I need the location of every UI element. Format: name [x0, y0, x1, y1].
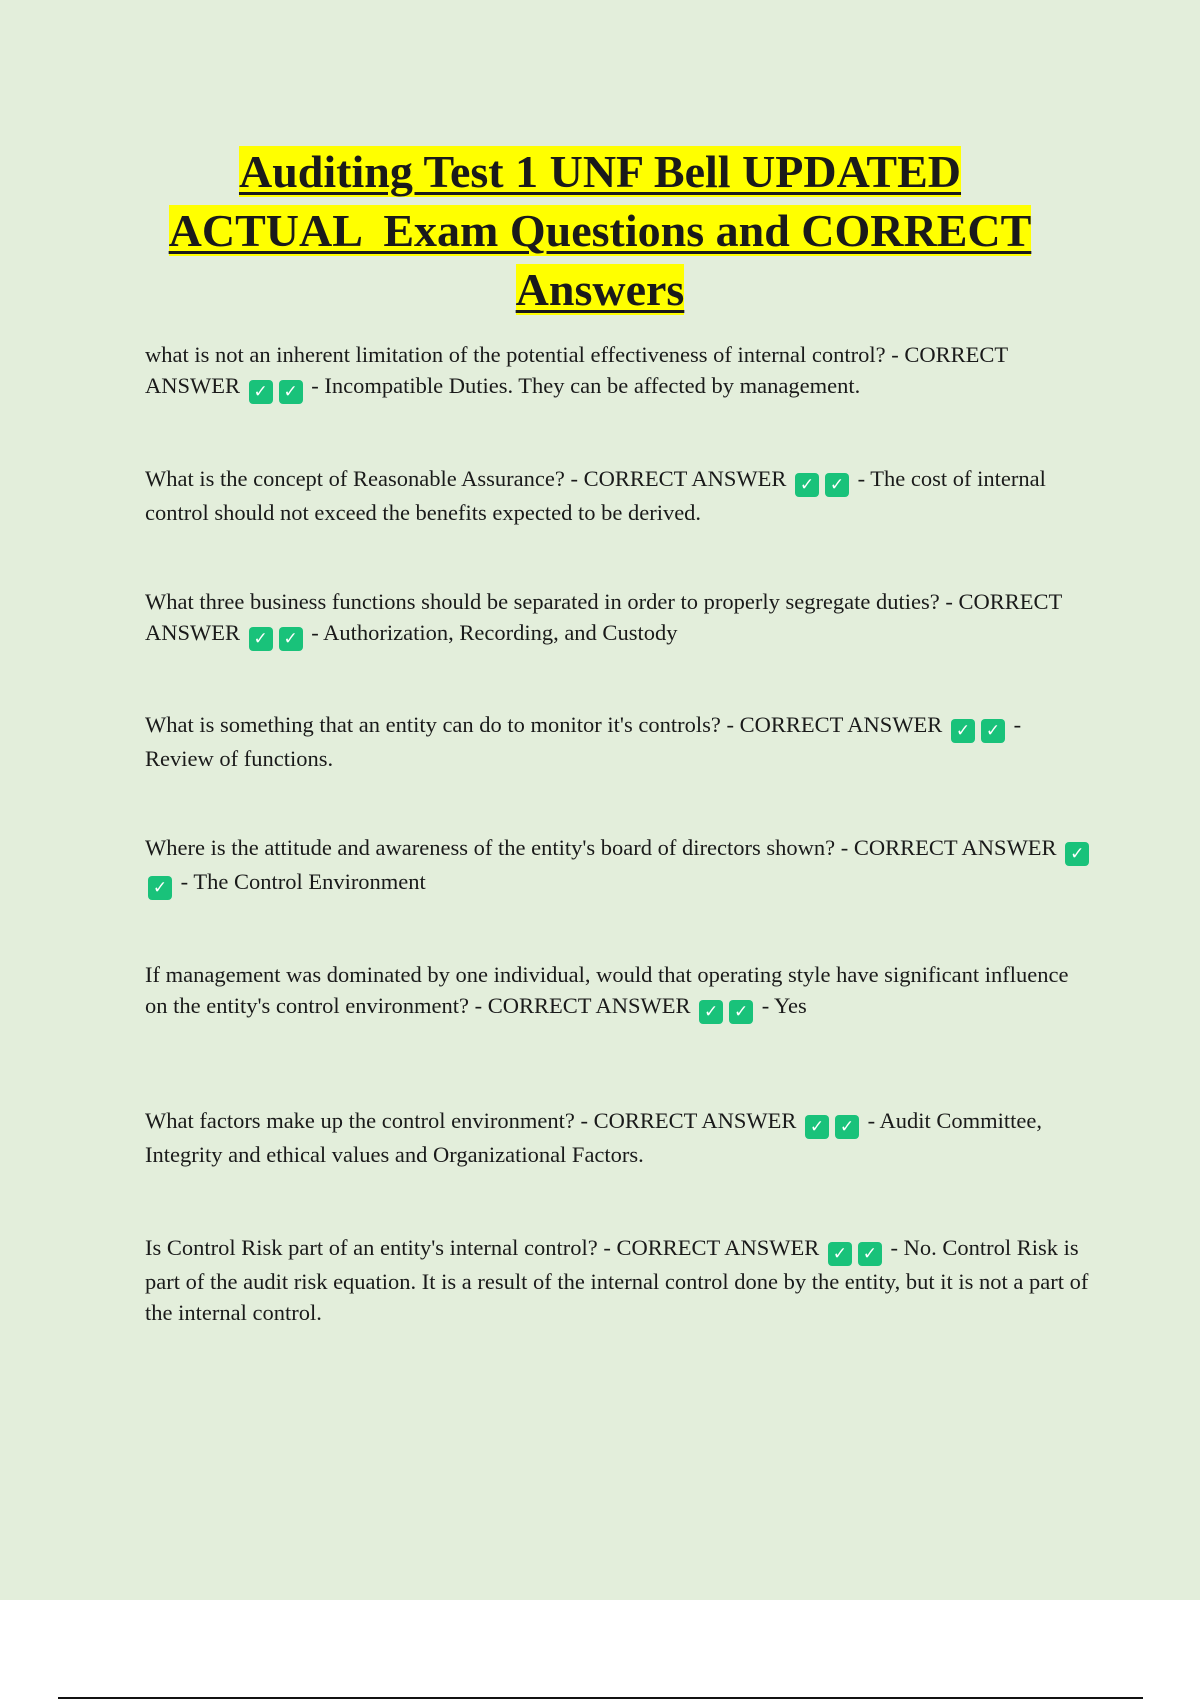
question-text: Where is the attitude and awareness of the entity's board of directors shown? - CORRECT ANSWER — [145, 835, 1057, 860]
qa-item — [145, 1232, 1095, 1328]
answer-text: - Review of functions. — [145, 712, 1022, 771]
qa-item — [145, 959, 1095, 1024]
check-icon: ✓ — [825, 473, 849, 497]
check-icon: ✓ — [805, 1115, 829, 1139]
document-title — [100, 142, 1100, 319]
qa-item — [145, 832, 1095, 900]
qa-item — [145, 586, 1095, 651]
check-icon: ✓ — [835, 1115, 859, 1139]
check-icon: ✓ — [279, 627, 303, 651]
check-icon: ✓ — [1065, 842, 1089, 866]
check-icon: ✓ — [249, 627, 273, 651]
footer-divider — [58, 1697, 1143, 1699]
check-icon: ✓ — [699, 1000, 723, 1024]
title-line-2: ACTUAL Exam Questions and CORRECT — [168, 205, 1032, 256]
qa-item — [145, 339, 1095, 404]
check-icon: ✓ — [249, 380, 273, 404]
check-icon: ✓ — [828, 1242, 852, 1266]
answer-text: - The cost of internal control should not exceed the benefits expected to be derived. — [145, 466, 1046, 525]
title-line-1: Auditing Test 1 UNF Bell UPDATED — [238, 146, 962, 197]
answer-text: - Yes — [761, 993, 807, 1018]
qa-item — [145, 463, 1095, 528]
check-icon: ✓ — [279, 380, 303, 404]
qa-item — [145, 709, 1095, 774]
answer-text: - Authorization, Recording, and Custody — [311, 620, 678, 645]
question-text: What factors make up the control environment? - CORRECT ANSWER — [145, 1108, 797, 1133]
question-text: What is something that an entity can do to monitor it's controls? - CORRECT ANSWER — [145, 712, 943, 737]
answer-text: - Audit Committee, Integrity and ethical values and Organizational Factors. — [145, 1108, 1042, 1167]
check-icon: ✓ — [795, 473, 819, 497]
question-text: If management was dominated by one individual, would that operating style have significant influence on the entity's control environment? - CORRECT ANSWER — [145, 962, 1069, 1018]
check-icon: ✓ — [148, 876, 172, 900]
check-icon: ✓ — [951, 719, 975, 743]
check-icon: ✓ — [858, 1242, 882, 1266]
question-text: what is not an inherent limitation of the potential effectiveness of internal control? - CORRECT ANSWER — [145, 342, 1008, 398]
check-icon: ✓ — [981, 719, 1005, 743]
check-icon: ✓ — [729, 1000, 753, 1024]
question-text: What three business functions should be separated in order to properly segregate duties? - CORRECT ANSWER — [145, 589, 1062, 645]
answer-text: - Incompatible Duties. They can be affected by management. — [311, 373, 861, 398]
answer-text: - No. Control Risk is part of the audit risk equation. It is a result of the internal control done by the entity, but it is not a part of the internal control. — [145, 1235, 1089, 1325]
qa-item — [145, 1105, 1095, 1170]
title-line-3: Answers — [515, 264, 685, 315]
question-text: What is the concept of Reasonable Assurance? - CORRECT ANSWER — [145, 466, 787, 491]
answer-text: - The Control Environment — [180, 869, 426, 894]
question-text: Is Control Risk part of an entity's internal control? - CORRECT ANSWER — [145, 1235, 820, 1260]
